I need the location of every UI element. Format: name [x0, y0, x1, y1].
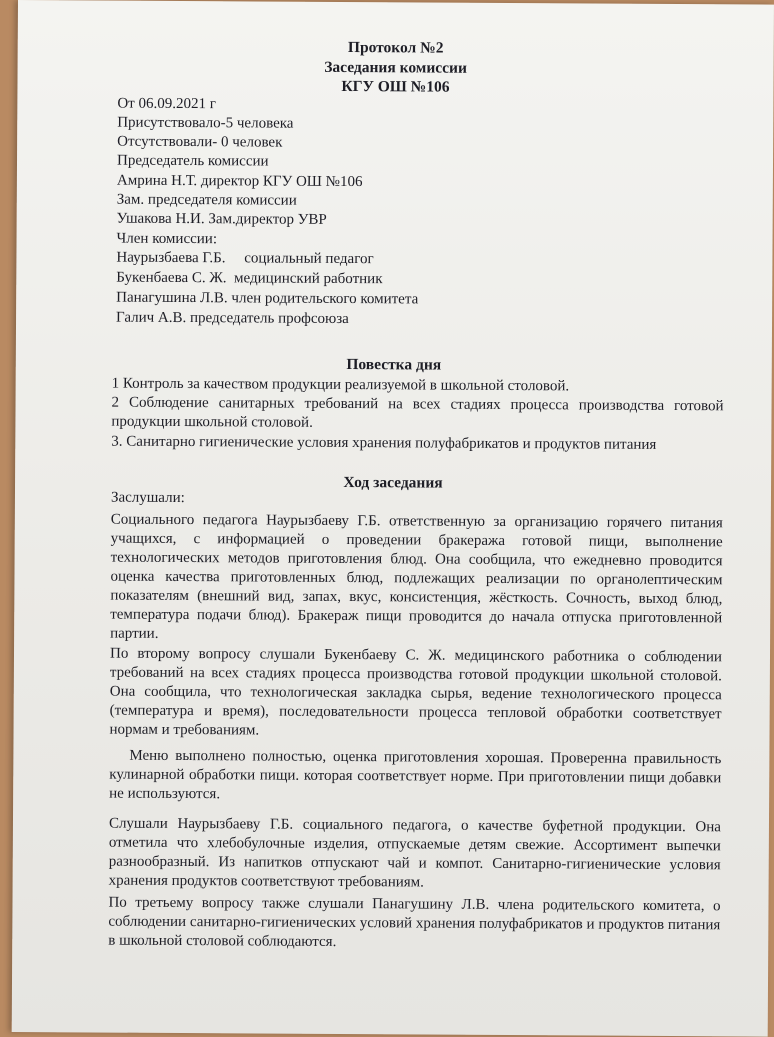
meta-chair-label: Председатель комиссии [116, 152, 269, 170]
paragraph-3: Меню выполнено полностью, оценка приготовления хорошая. Проверенна правильность кулинарной обработки пищи. которая соответствует норме. При приготовлении пищи добавки не используются. [109, 747, 722, 803]
paragraph-4: Слушали Наурызбаеву Г.Б. социального педагога, о качестве буфетной продукции. Она отметила что хлебобулочные изделия, отпускаемые детям свежие. Ассортимент выпечки разнообразный. Из напитков отпускают чай и компот. Санитарно-гигиенические условия хранения продуктов соответствуют требованиям. [108, 815, 722, 891]
paragraph-2: По второму вопросу слушали Букенбаеву С. Ж. медицинского работника о соблюдении требований на всех стадиях процесса производства готовой продукции школьной столовой. Она сообщила, что технологическая закладка сырья, ведение технологического процесса (температура и время), последовательности процесса тепловой обработки соответствует нормам и требованиям. [109, 645, 723, 739]
protocol-title: Протокол №2 [347, 39, 444, 57]
meta-absent: Отсутствовали- 0 человек [117, 133, 283, 151]
meta-deputy-label: Зам. председателя комиссии [116, 191, 297, 209]
school-name: КГУ ОШ №106 [341, 77, 450, 96]
document-page [12, 0, 774, 1037]
paragraph-5: По третьему вопросу также слушали Панагушину Л.В. члена родительского комитета, о соблюдении санитарно-гигиенических условий хранения полуфабрикатов и продуктов питания в школьной столовой соблюдаются. [108, 894, 721, 950]
agenda-item-2: 2 Соблюдение санитарных требований на всех стадиях процесса производства готовой продукции школьной столовой. [111, 394, 724, 431]
agenda-item-1: 1 Контроль за качеством продукции реализуемой в школьной столовой. [111, 375, 570, 395]
meta-date: От 06.09.2021 г [117, 95, 216, 113]
agenda-item-3: 3. Санитарно гигиенические условия хранения полуфабрикатов и продуктов питания [111, 433, 657, 453]
protocol-subtitle: Заседания комиссии [324, 58, 467, 77]
meta-member-4: Галич А.В. председатель профсоюза [116, 309, 349, 328]
meta-member-3: Панагушина Л.В. член родительского комитета [116, 289, 419, 308]
protocol-header [17, 36, 773, 99]
meta-member-2: Букенбаева С. Ж. медицинский работник [116, 269, 383, 288]
meta-member-label: Член комиссии: [116, 230, 218, 248]
meta-deputy-name: Ушакова Н.И. Зам.директор УВР [116, 210, 327, 228]
meta-chair-name: Амрина Н.Т. директор КГУ ОШ №106 [116, 172, 363, 191]
agenda-title: Повестка дня [346, 356, 442, 374]
meta-member-1: Наурызбаева Г.Б. социальный педагог [116, 249, 374, 268]
proceedings-title: Ход заседания [343, 473, 443, 492]
heard-label: Заслушали: [110, 489, 185, 507]
paragraph-1: Социального педагога Наурызбаеву Г.Б. ответственную за организацию горячего питания учащихся, с информацией о проведении бракеража готовой пищи, выполнение технологических методов приготовления блюд. Она сообщила, что ежедневно проводится оценка качества приготовленных блюд, подлежащих реализации по органолептическим показателям (внешний вид, запах, вкус, консистенция, жёсткость. Сочность, выход блюд, температура подачи блюд). Бракераж пищи проводится до начала отпуска приготовленной партии. [110, 511, 723, 642]
meta-present: Присутствовало-5 человека [117, 114, 294, 132]
